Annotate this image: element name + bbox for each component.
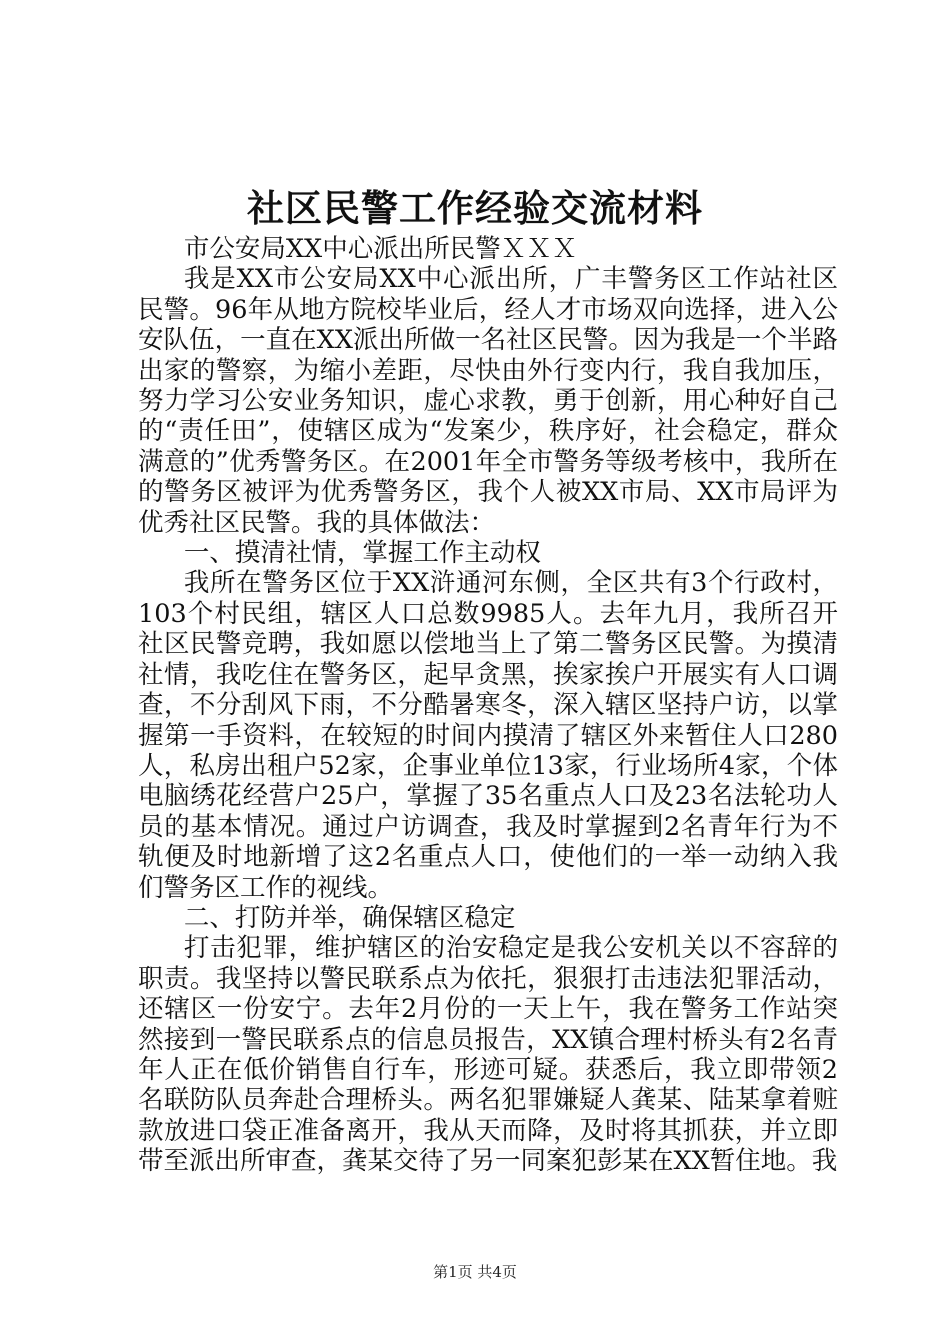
page-footer: 第1页 共4页	[433, 1263, 517, 1281]
paragraph-section-1: 我所在警务区位于XX浒通河东侧，全区共有3个行政村，103个村民组，辖区人口总数9985人。去年九月，我所召开社区民警竞聘，我如愿以偿地当上了第二警务区民警。为摸清社情，我吃住在警务区，起早贪黑，挨家挨户开展实有人口调查，不分刮风下雨，不分酷暑寒冬，深入辖区坚持户访，以掌握第一手资料，在较短的时间内摸清了辖区外来暂住人口280人，私房出租户52家，企事业单位13家，行业场所4家，个体电脑绣花经营户25户，掌握了35名重点人口及23名法轮功人员的基本情况。通过户访调查，我及时掌握到2名青年行为不轨便及时地新增了这2名重点人口，使他们的一举一动纳入我们警务区工作的视线。	[138, 568, 838, 903]
author-line: 市公安局XX中心派出所民警ＸＸＸ	[183, 234, 578, 264]
section-heading-1: 一、摸清社情，掌握工作主动权	[183, 538, 541, 569]
section-heading-2: 二、打防并举，确保辖区稳定	[183, 902, 516, 933]
paragraph-section-2: 打击犯罪，维护辖区的治安稳定是我公安机关以不容辞的职责。我坚持以警民联系点为依托，狠狠打击违法犯罪活动，还辖区一份安宁。去年2月份的一天上午，我在警务工作站突然接到一警民联系点的信息员报告，XX镇合理村桥头有2名青年人正在低价销售自行车，形迹可疑。获悉后，我立即带领2名联防队员奔赴合理桥头。两名犯罪嫌疑人龚某、陆某拿着赃款放进口袋正准备离开，我从天而降，及时将其抓获，并立即带至派出所审查，龚某交待了另一同案犯彭某在XX暂住地。我	[138, 933, 838, 1177]
document-body	[138, 234, 838, 1177]
paragraph-intro: 我是XX市公安局XX中心派出所，广丰警务区工作站社区民警。96年从地方院校毕业后，经人才市场双向选择，进入公安队伍，一直在XX派出所做一名社区民警。因为我是一个半路出家的警察，为缩小差距，尽快由外行变内行，我自我加压，努力学习公安业务知识，虚心求教，勇于创新，用心种好自己的“责任田”，使辖区成为“发案少，秩序好，社会稳定，群众满意的”优秀警务区。在2001年全市警务等级考核中，我所在的警务区被评为优秀警务区，我个人被XX市局、XX市局评为优秀社区民警。我的具体做法：	[138, 264, 838, 538]
document-title: 社区民警工作经验交流材料	[247, 186, 703, 230]
